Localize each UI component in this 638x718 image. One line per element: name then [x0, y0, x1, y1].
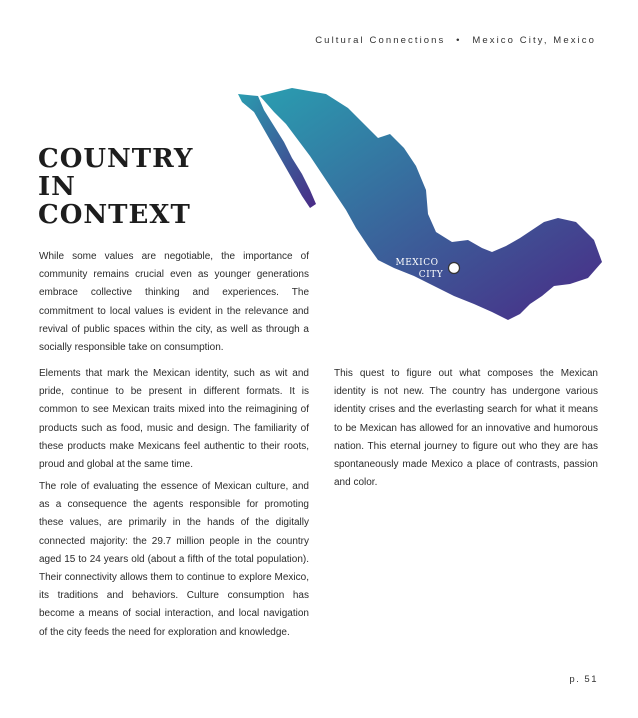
running-header — [315, 35, 596, 46]
page-title — [38, 145, 194, 229]
header-separator: • — [456, 35, 462, 46]
title-line-1: COUNTRY — [38, 144, 194, 174]
paragraph-community: While some values are negotiable, the importance of community remains crucial even as younger generations embrace collective thinking and experiences. The commitment to local values is evident in the relevance and revival of public spaces within the city, as well as through a socially responsible take on consumption. — [39, 251, 309, 354]
paragraph-role: The role of evaluating the essence of Mexican culture, and as a consequence the agents responsible for promoting these values, are primarily in the hands of the digitally connected majority: the 29.7 million people in the country aged 15 to 24 years old (about a fifth of the total population). Their connectivity allows them to continue to explore Mexico, its traditions and behaviors. Culture consumption has become a means of social interaction, and local navigation of the city feeds the need for exploration and knowledge. — [39, 481, 309, 638]
paragraph-quest: This quest to figure out what composes the Mexican identity is not new. The country has undergone various identity crises and the everlasting search for what it means to be Mexican has allowed for an innovative and humorous nation. This eternal journey to figure out who they are has spontaneously made Mexico a place of contrasts, passion and color. — [334, 368, 598, 489]
page-number: p. 51 — [569, 674, 598, 685]
header-location: Mexico City, Mexico — [472, 35, 596, 46]
map-label-mexico: MEXICO — [395, 258, 439, 268]
mexico-city-marker — [449, 263, 460, 274]
map-label-city: CITY — [418, 270, 444, 280]
header-section: Cultural Connections — [315, 35, 446, 46]
title-line-3: CONTEXT — [38, 200, 191, 230]
title-line-2: IN — [38, 172, 76, 202]
paragraph-identity: Elements that mark the Mexican identity, such as wit and pride, continue to be present in different formats. It is common to see Mexican traits mixed into the reimagining of products such as food, music and design. The familiarity of these products make Mexicans feel authentic to their roots, proud and global at the same time. — [39, 368, 309, 471]
